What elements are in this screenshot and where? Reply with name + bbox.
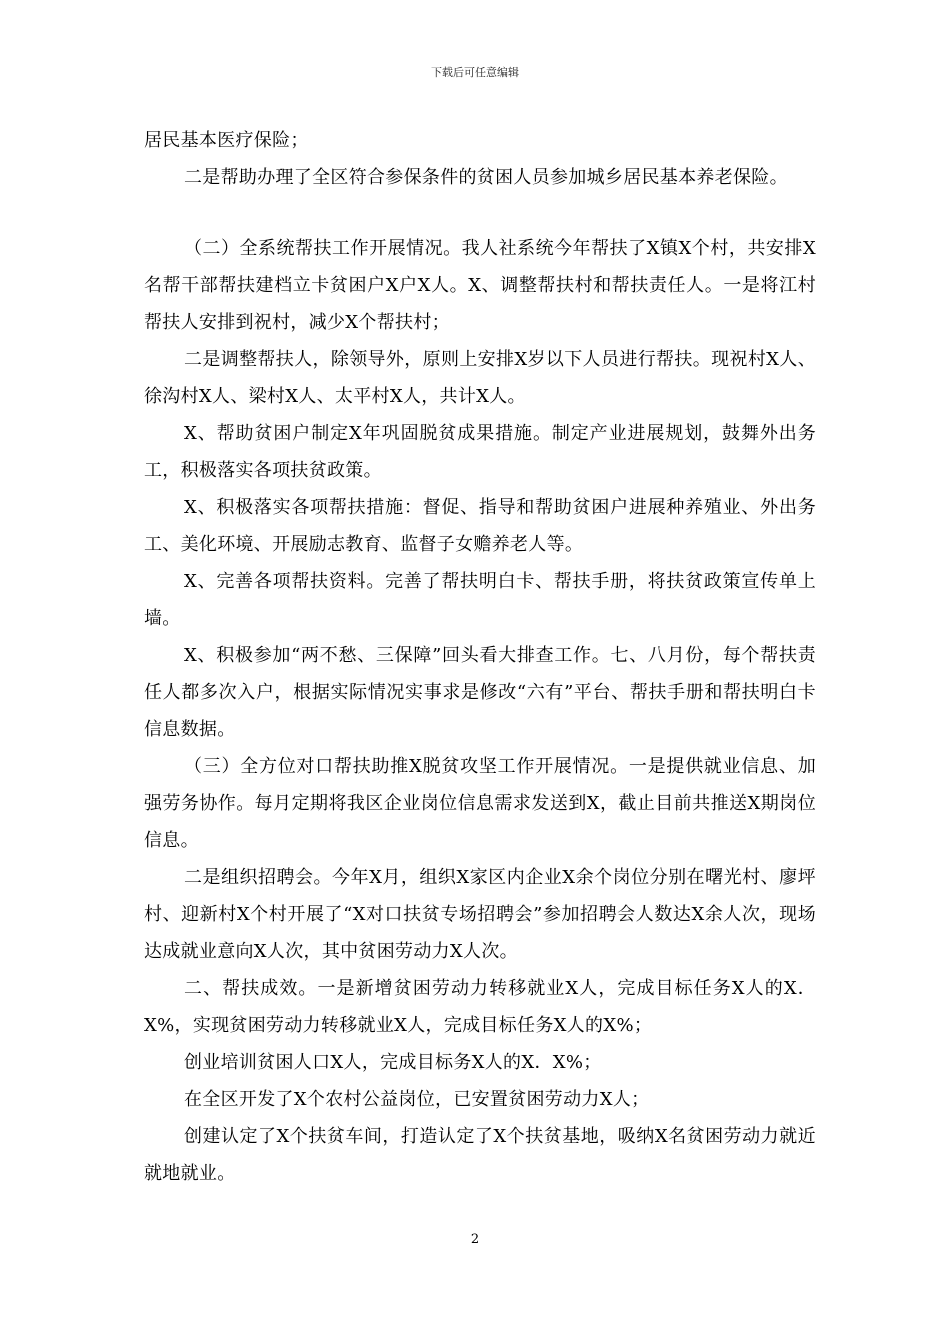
section-heading-paragraph: 二、帮扶成效。一是新增贫困劳动力转移就业X人，完成目标任务X人的X．X%，实现贫困劳动力转移就业X人，完成目标任务X人的X%； bbox=[144, 978, 816, 1036]
section-heading-paragraph: （三）全方位对口帮扶助推X脱贫攻坚工作开展情况。一是提供就业信息、加强劳务协作。每月定期将我区企业岗位信息需求发送到X，截止目前共推送X期岗位信息。 bbox=[144, 756, 816, 851]
paragraph: 二是调整帮扶人，除领导外，原则上安排X岁以下人员进行帮扶。现祝村X人、徐沟村X人、梁村X人、太平村X人，共计X人。 bbox=[144, 349, 816, 407]
paragraph: 创建认定了X个扶贫车间，打造认定了X个扶贫基地，吸纳X名贫困劳动力就近就地就业。 bbox=[144, 1126, 816, 1184]
paragraph: 二是帮助办理了全区符合参保条件的贫困人员参加城乡居民基本养老保险。 bbox=[184, 167, 788, 188]
paragraph: X、帮助贫困户制定X年巩固脱贫成果措施。制定产业进展规划，鼓舞外出务工，积极落实各项扶贫政策。 bbox=[144, 423, 816, 481]
page-number: 2 bbox=[470, 1232, 480, 1247]
paragraph: 创业培训贫困人口X人，完成目标务X人的X．X%； bbox=[184, 1052, 602, 1073]
paragraph: 在全区开发了X个农村公益岗位，已安置贫困劳动力X人； bbox=[184, 1089, 650, 1110]
paragraph: X、积极落实各项帮扶措施：督促、指导和帮助贫困户进展种养殖业、外出务工、美化环境、开展励志教育、监督子女赡养老人等。 bbox=[144, 497, 816, 555]
paragraph: 二是组织招聘会。今年X月，组织X家区内企业X余个岗位分别在曙光村、廖坪村、迎新村X个村开展了“X对口扶贫专场招聘会”参加招聘会人数达X余人次，现场达成就业意向X人次，其中贫困劳动力X人次。 bbox=[144, 867, 816, 962]
section-heading-paragraph: （二）全系统帮扶工作开展情况。我人社系统今年帮扶了X镇X个村，共安排X名帮干部帮扶建档立卡贫困户X户X人。X、调整帮扶村和帮扶责任人。一是将江村帮扶人安排到祝村，减少X个帮扶村； bbox=[144, 238, 816, 333]
page-header: 下载后可任意编辑 bbox=[431, 66, 519, 79]
paragraph: X、完善各项帮扶资料。完善了帮扶明白卡、帮扶手册，将扶贫政策宣传单上墙。 bbox=[144, 571, 816, 629]
paragraph: X、积极参加“两不愁、三保障”回头看大排查工作。七、八月份，每个帮扶责任人都多次入户，根据实际情况实事求是修改“六有”平台、帮扶手册和帮扶明白卡信息数据。 bbox=[144, 645, 816, 740]
document-body bbox=[144, 122, 816, 1192]
paragraph: 居民基本医疗保险； bbox=[144, 130, 309, 151]
